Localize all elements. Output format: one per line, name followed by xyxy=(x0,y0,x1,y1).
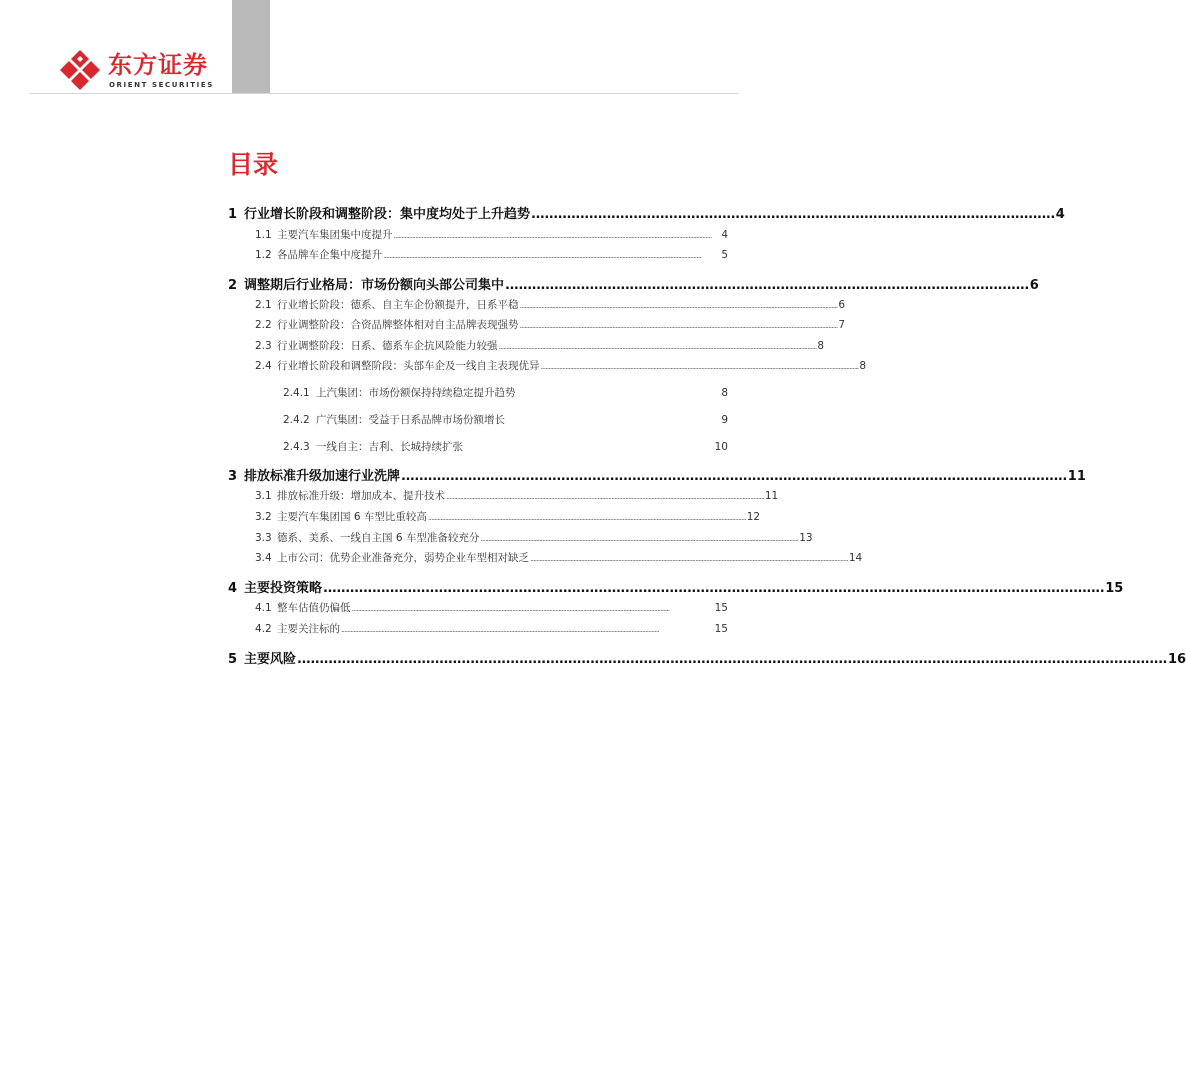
toc-page: 6 xyxy=(838,299,846,311)
toc-number: 2.4 xyxy=(255,360,272,372)
toc-page: 6 xyxy=(1029,278,1039,293)
toc-page: 8 xyxy=(859,360,867,372)
toc-entry-5[interactable] xyxy=(228,648,1186,667)
toc-number: 1.1 xyxy=(255,229,272,241)
toc-text: 一线自主：吉利、长城持续扩张 xyxy=(316,441,463,453)
toc-entry-4-1[interactable] xyxy=(255,600,728,615)
toc-entry-1-1[interactable] xyxy=(255,227,728,242)
brand-name-chinese: 东方证券 xyxy=(108,51,208,79)
toc-entry-3-4[interactable] xyxy=(255,550,863,565)
toc-page: 11 xyxy=(764,490,779,502)
toc-page: 15 xyxy=(1105,581,1124,596)
toc-page: 12 xyxy=(746,511,761,523)
toc-entry-2[interactable] xyxy=(228,274,1039,293)
toc-entry-2-4-1[interactable] xyxy=(283,385,728,400)
toc-page: 15 xyxy=(714,602,728,614)
toc-leader: .............................................................................................................................................................................................................. xyxy=(540,362,859,371)
toc-leader: .............................................................................................................................................................................................................. xyxy=(427,513,746,522)
toc-text: 上市公司：优势企业准备充分，弱势企业车型相对缺乏 xyxy=(277,552,529,564)
toc-text: 广汽集团：受益于日系品牌市场份额增长 xyxy=(316,414,505,426)
toc-entry-2-2[interactable] xyxy=(255,317,846,332)
toc-page: 9 xyxy=(721,414,728,426)
toc-text: 上汽集团：市场份额保持持续稳定提升趋势 xyxy=(316,387,516,399)
toc-text: 主要风险 xyxy=(244,652,297,667)
toc-page: 14 xyxy=(848,552,863,564)
toc-leader: .............................................................................................................................................................................................................. xyxy=(519,321,838,330)
toc-leader: .................................................................................................................................................................................................... xyxy=(297,652,1167,667)
toc-number: 5 xyxy=(228,652,238,667)
toc-leader: .............................................................................................................................................................................................................. xyxy=(498,342,817,351)
orient-securities-logo-icon xyxy=(58,48,102,92)
toc-number: 4.2 xyxy=(255,623,272,635)
toc-number: 4 xyxy=(228,581,238,596)
toc-page: 16 xyxy=(1167,652,1186,667)
toc-entry-1[interactable] xyxy=(228,203,1065,222)
toc-number: 2.4.2 xyxy=(283,414,310,426)
toc-page: 10 xyxy=(714,441,728,453)
toc-number: 2.3 xyxy=(255,340,272,352)
header-divider xyxy=(30,93,738,94)
toc-number: 2.1 xyxy=(255,299,272,311)
toc-number: 2.4.3 xyxy=(283,441,310,453)
toc-leader: .............................................................................................................................................................................................................. xyxy=(341,625,659,634)
toc-page: 13 xyxy=(799,532,813,544)
toc-entry-2-3[interactable] xyxy=(255,338,825,353)
toc-entry-2-1[interactable] xyxy=(255,297,846,312)
toc-page: 5 xyxy=(721,249,728,261)
toc-leader: ...................................................................................................................................................... xyxy=(401,469,1067,484)
toc-text: 行业调整阶段：日系、德系车企抗风险能力较强 xyxy=(277,340,498,352)
toc-page: 15 xyxy=(714,623,728,635)
toc-text: 整车估值仍偏低 xyxy=(277,602,351,614)
toc-text: 调整期后行业格局：市场份额向头部公司集中 xyxy=(244,278,505,293)
toc-page: 11 xyxy=(1067,469,1086,484)
toc-number: 3.3 xyxy=(255,532,272,544)
toc-leader: .............................................................................................................................................................................................................. xyxy=(480,534,799,543)
toc-entry-4-2[interactable] xyxy=(255,621,728,636)
toc-number: 3.4 xyxy=(255,552,272,564)
toc-title: 目录 xyxy=(228,150,279,179)
toc-text: 行业增长阶段和调整阶段：集中度均处于上升趋势 xyxy=(244,207,531,222)
toc-entry-1-2[interactable] xyxy=(255,247,728,262)
toc-number: 1 xyxy=(228,207,238,222)
toc-entry-2-4-2[interactable] xyxy=(283,412,728,427)
toc-leader: .............................................................................................................................................................................................................. xyxy=(519,301,838,310)
toc-number: 3.1 xyxy=(255,490,272,502)
toc-number: 2.2 xyxy=(255,319,272,331)
toc-leader: .............................................................................................................................................................................................................. xyxy=(383,251,701,260)
toc-entry-2-4[interactable] xyxy=(255,358,867,373)
toc-text: 排放标准升级加速行业洗牌 xyxy=(244,469,401,484)
toc-entry-3[interactable] xyxy=(228,465,1086,484)
toc-number: 2 xyxy=(228,278,238,293)
toc-leader: .............................................................................................................................................................................................................. xyxy=(393,231,712,240)
toc-entry-3-2[interactable] xyxy=(255,509,761,524)
toc-entry-3-3[interactable] xyxy=(255,530,813,545)
toc-page: 7 xyxy=(838,319,846,331)
toc-leader: ...................................................................................................................... xyxy=(505,278,1029,293)
toc-number: 2.4.1 xyxy=(283,387,310,399)
toc-entry-2-4-3[interactable] xyxy=(283,439,728,454)
toc-text: 行业调整阶段：合资品牌整体相对自主品牌表现强势 xyxy=(277,319,519,331)
toc-number: 3.2 xyxy=(255,511,272,523)
toc-text: 主要投资策略 xyxy=(244,581,323,596)
toc-leader: .............................................................................................................................................................................................................. xyxy=(446,492,764,501)
toc-page: 8 xyxy=(817,340,825,352)
brand-name-english: ORIENT SECURITIES xyxy=(109,81,214,89)
toc-leader: ...................................................................................................................... xyxy=(531,207,1055,222)
toc-leader: .............................................................................................................................................................................................................. xyxy=(351,604,670,613)
toc-number: 1.2 xyxy=(255,249,272,261)
toc-number: 4.1 xyxy=(255,602,272,614)
toc-page: 8 xyxy=(721,387,728,399)
toc-text: 各品牌车企集中度提升 xyxy=(277,249,382,261)
toc-entry-4[interactable] xyxy=(228,577,1124,596)
toc-page: 4 xyxy=(721,229,728,241)
toc-text: 排放标准升级：增加成本、提升技术 xyxy=(277,490,445,502)
toc-text: 主要汽车集团集中度提升 xyxy=(277,229,393,241)
toc-text: 德系、美系、一线自主国 6 车型准备较充分 xyxy=(277,532,480,544)
toc-text: 主要汽车集团国 6 车型比重较高 xyxy=(277,511,427,523)
toc-text: 行业增长阶段：德系、自主车企份额提升，日系平稳 xyxy=(277,299,519,311)
toc-entry-3-1[interactable] xyxy=(255,488,779,503)
toc-leader: .............................................................................................................................................................................................................. xyxy=(530,554,848,563)
toc-leader: ................................................................................................................................................................................ xyxy=(323,581,1105,596)
toc-text: 行业增长阶段和调整阶段：头部车企及一线自主表现优异 xyxy=(277,360,540,372)
toc-text: 主要关注标的 xyxy=(277,623,340,635)
toc-number: 3 xyxy=(228,469,238,484)
header-gray-tab xyxy=(232,0,270,94)
toc-page: 4 xyxy=(1055,207,1065,222)
